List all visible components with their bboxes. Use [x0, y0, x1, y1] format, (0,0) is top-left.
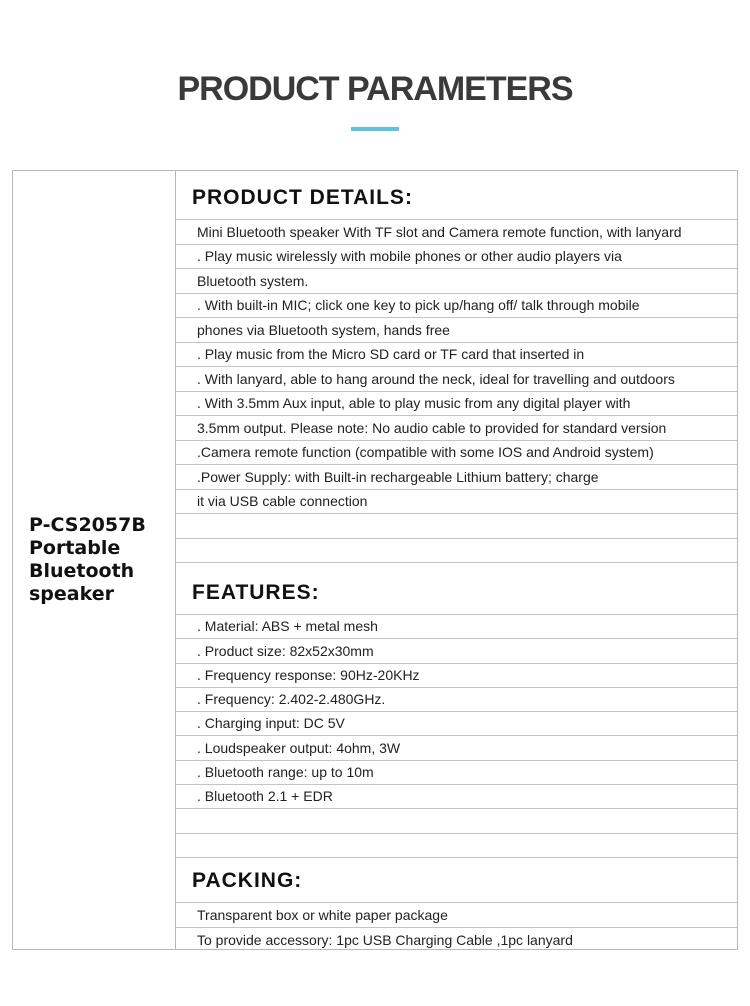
parameters-table — [12, 170, 738, 950]
table-row — [176, 367, 737, 392]
table-row — [176, 539, 737, 564]
page-title: PRODUCT PARAMETERS — [177, 70, 573, 108]
product-details-header-row — [176, 171, 737, 220]
product-name-line-2: Portable — [29, 537, 121, 559]
table-row — [176, 928, 737, 953]
features-line: . Frequency: 2.402-2.480GHz. — [197, 691, 386, 708]
table-row — [176, 712, 737, 736]
packing-line: Transparent box or white paper package — [197, 906, 448, 923]
table-row — [176, 318, 737, 343]
features-line: . Loudspeaker output: 4ohm, 3W — [197, 739, 401, 756]
product-details-line: . With lanyard, able to hang around the neck, ideal for travelling and outdoors — [197, 370, 675, 387]
table-row — [176, 688, 737, 712]
packing-line: To provide accessory: 1pc USB Charging Cable ,1pc lanyard — [197, 932, 573, 948]
table-row — [176, 220, 737, 245]
features-header-row — [176, 568, 737, 615]
product-details-line: . With 3.5mm Aux input, able to play music from any digital player with — [197, 395, 631, 411]
table-row — [176, 465, 737, 490]
product-details-line: Mini Bluetooth speaker With TF slot and Camera remote function, with lanyard — [197, 223, 682, 240]
details-column — [176, 171, 737, 949]
table-row — [176, 294, 737, 319]
table-row — [176, 392, 737, 417]
product-details-line: phones via Bluetooth system, hands free — [197, 321, 450, 338]
product-details-line: . Play music from the Micro SD card or TF card that inserted in — [197, 346, 585, 362]
packing-heading: PACKING: — [192, 869, 303, 892]
table-row — [176, 245, 737, 270]
table-row — [176, 514, 737, 539]
features-line: . Charging input: DC 5V — [197, 715, 345, 732]
product-details-line: .Camera remote function (compatible with some IOS and Android system) — [197, 444, 654, 460]
product-details-line: it via USB cable connection — [197, 493, 368, 509]
table-row — [176, 785, 737, 809]
table-row — [176, 416, 737, 441]
product-details-line: .Power Supply: with Built-in rechargeable Lithium battery; charge — [197, 468, 599, 485]
table-row — [176, 737, 737, 761]
product-details-line: 3.5mm output. Please note: No audio cable to provided for standard version — [197, 419, 667, 436]
table-row — [176, 639, 737, 663]
features-heading: FEATURES: — [192, 581, 320, 604]
features-line: . Frequency response: 90Hz-20KHz — [197, 666, 420, 683]
table-row — [176, 903, 737, 928]
product-details-heading: PRODUCT DETAILS: — [192, 186, 413, 209]
table-row — [176, 269, 737, 294]
product-name — [29, 514, 169, 606]
title-accent-bar — [351, 127, 399, 131]
product-name-line-3: Bluetooth — [29, 560, 135, 582]
packing-header-row — [176, 854, 737, 903]
table-row — [176, 441, 737, 466]
product-details-line: Bluetooth system. — [197, 272, 309, 289]
product-details-line: . Play music wirelessly with mobile phones or other audio players via — [197, 248, 622, 264]
table-row — [176, 490, 737, 515]
product-details-line: . With built-in MIC; click one key to pick up/hang off/ talk through mobile — [197, 297, 640, 313]
table-row — [176, 664, 737, 688]
features-line: . Material: ABS + metal mesh — [197, 618, 378, 635]
features-line: . Bluetooth 2.1 + EDR — [197, 788, 333, 805]
features-line: . Bluetooth range: up to 10m — [197, 764, 374, 781]
table-row — [176, 761, 737, 785]
table-row — [176, 809, 737, 833]
product-name-cell — [13, 171, 176, 949]
features-line: . Product size: 82x52x30mm — [197, 642, 374, 659]
table-row — [176, 615, 737, 639]
product-name-line-1: P-CS2057B — [29, 514, 146, 536]
product-name-line-4: speaker — [29, 583, 114, 605]
table-row — [176, 343, 737, 368]
